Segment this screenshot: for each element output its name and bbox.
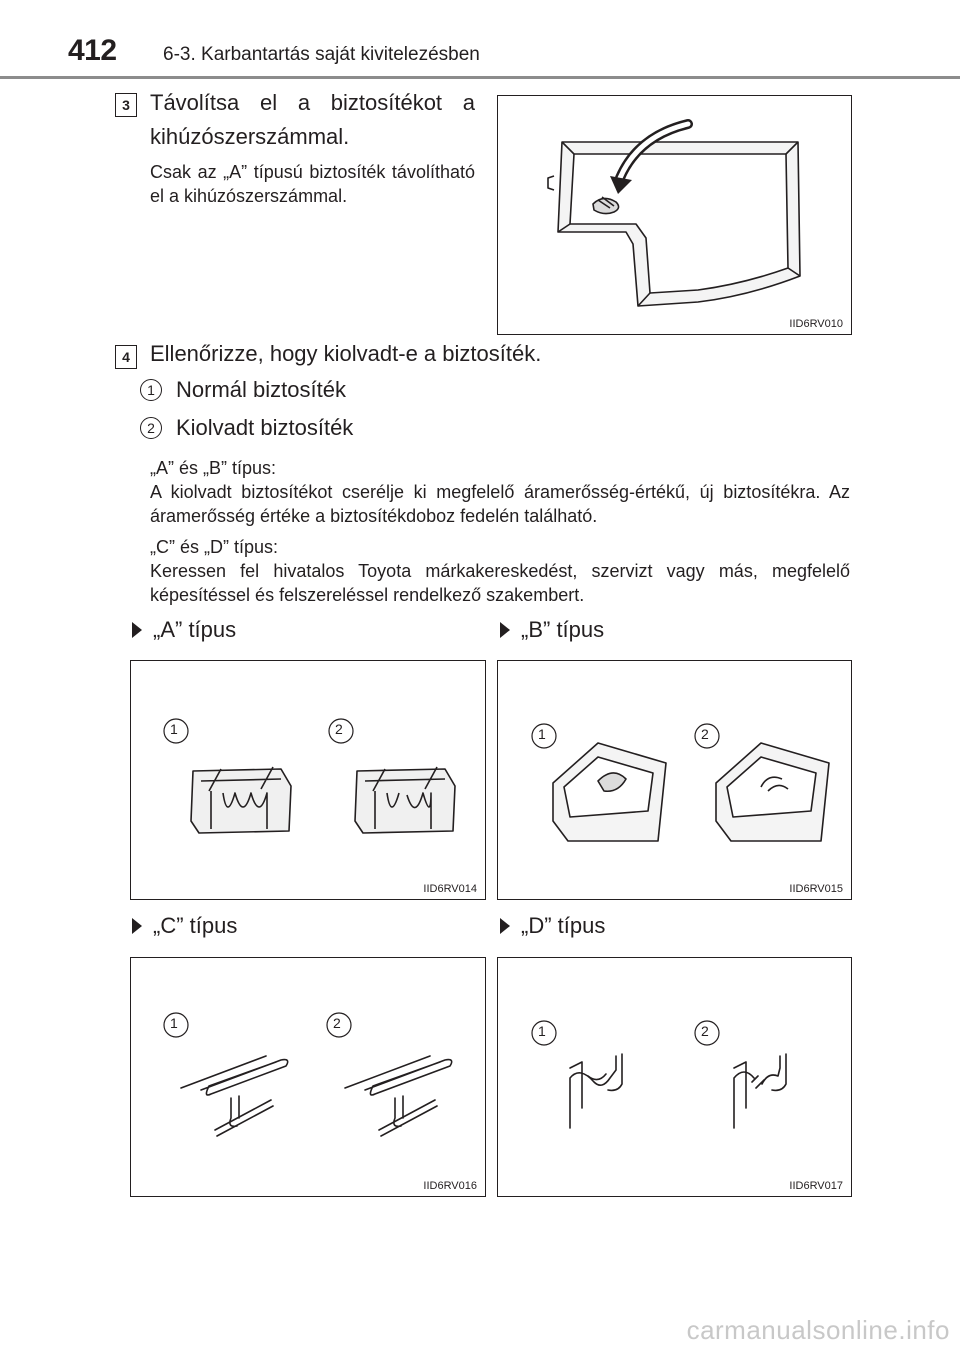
step-3-badge: 3 — [115, 93, 137, 117]
page-number: 412 — [68, 34, 117, 67]
type-b-label: „B” típus — [521, 617, 605, 642]
fuse-box-illustration — [498, 96, 851, 334]
step-3-heading: Távolítsa el a biztosítékot a kihúzószerszámmal. — [150, 90, 475, 149]
step-4-badge: 4 — [115, 345, 137, 369]
type-d-label: „D” típus — [521, 913, 606, 938]
callout-2: 2 — [701, 1023, 709, 1039]
figure-code: IID6RV015 — [789, 883, 843, 895]
callout-1: 1 — [538, 726, 546, 742]
figure-code: IID6RV014 — [423, 883, 477, 895]
types-cd-paragraph: „C” és „D” típus: Keressen fel hivatalos Toyota márkakereskedést, szervizt vagy más, megfelelő képesítéssel és felszereléssel rendelkező szakembert. — [150, 537, 850, 605]
item-2-label: Kiolvadt biztosíték — [176, 415, 354, 440]
figure-code: IID6RV010 — [789, 318, 843, 330]
item-2-number: 2 — [140, 417, 162, 439]
item-1-number: 1 — [140, 379, 162, 401]
callout-1: 1 — [170, 721, 178, 737]
watermark: carmanualsonline.info — [686, 1315, 950, 1345]
header-divider — [0, 76, 960, 79]
step-3-note: Csak az „A” típusú biztosíték távolítható el a kihúzószerszámmal. — [150, 162, 475, 206]
type-d-figure — [497, 957, 852, 1197]
type-c-figure — [130, 957, 486, 1197]
callout-1: 1 — [170, 1015, 178, 1031]
type-b-figure — [497, 660, 852, 900]
type-c-label: „C” típus — [153, 913, 238, 938]
callout-1: 1 — [538, 1023, 546, 1039]
types-ab-paragraph: „A” és „B” típus: A kiolvadt biztosítékot cserélje ki megfelelő áramerősség-értékű, új biztosítékra. Az áramerősség értéke a biztosítékdoboz fedelén található. — [150, 458, 850, 526]
fuse-box-figure — [497, 95, 852, 335]
type-b-illustration — [498, 661, 851, 899]
section-title: 6-3. Karbantartás saját kivitelezésben — [163, 44, 480, 65]
callout-2: 2 — [333, 1015, 341, 1031]
type-a-label: „A” típus — [153, 617, 237, 642]
triangle-bullet-icon — [500, 622, 510, 638]
step-4-heading: Ellenőrizze, hogy kiolvadt-e a biztosíték. — [150, 341, 542, 366]
type-d-illustration — [498, 958, 851, 1196]
type-c-illustration — [131, 958, 485, 1196]
triangle-bullet-icon — [132, 622, 142, 638]
callout-2: 2 — [335, 721, 343, 737]
figure-code: IID6RV016 — [423, 1180, 477, 1192]
item-1-label: Normál biztosíték — [176, 377, 346, 402]
callout-2: 2 — [701, 726, 709, 742]
figure-code: IID6RV017 — [789, 1180, 843, 1192]
type-a-figure — [130, 660, 486, 900]
triangle-bullet-icon — [500, 918, 510, 934]
triangle-bullet-icon — [132, 918, 142, 934]
type-a-illustration — [131, 661, 485, 899]
